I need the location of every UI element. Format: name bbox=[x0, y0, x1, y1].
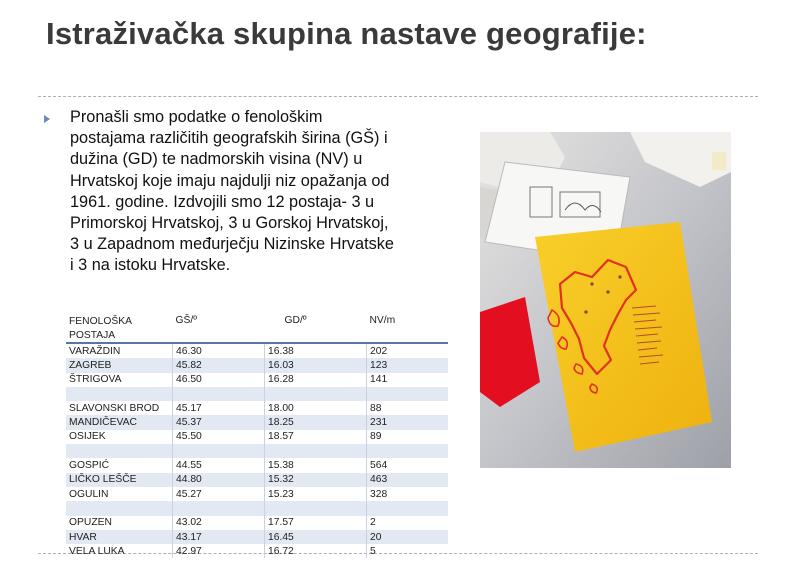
top-divider bbox=[38, 96, 758, 97]
cell-latitude: 44.80 bbox=[173, 473, 265, 487]
cell-longitude: 16.28 bbox=[265, 373, 367, 387]
header-longitude: GD/º bbox=[284, 315, 307, 326]
cell-station: VARAŽDIN bbox=[66, 343, 173, 358]
slide-title: Istraživačka skupina nastave geografije: bbox=[46, 16, 647, 51]
cell-longitude: 16.38 bbox=[265, 343, 367, 358]
cell-altitude: 2 bbox=[367, 516, 449, 530]
cell-altitude: 463 bbox=[367, 473, 449, 487]
cell-altitude: 141 bbox=[367, 373, 449, 387]
cell-latitude: 45.50 bbox=[173, 430, 265, 444]
table-row bbox=[66, 473, 448, 487]
table-row bbox=[66, 430, 448, 444]
cell-longitude: 16.03 bbox=[265, 358, 367, 372]
cell-longitude: 17.57 bbox=[265, 516, 367, 530]
table-spacer-row bbox=[66, 387, 448, 401]
cell-station: HVAR bbox=[66, 530, 173, 544]
header-latitude: GŠ/º bbox=[175, 315, 197, 326]
table-row bbox=[66, 415, 448, 429]
cell-station: MANDIČEVAC bbox=[66, 415, 173, 429]
cell-longitude: 18.57 bbox=[265, 430, 367, 444]
table-row bbox=[66, 487, 448, 501]
cell-station: OPUZEN bbox=[66, 516, 173, 530]
header-altitude: NV/m bbox=[369, 315, 396, 326]
bullet-text: Pronašli smo podatke o fenološkim postajama različitih geografskih širina (GŠ) i dužina (GD) te nadmorskih visina (NV) u Hrvatskoj koje imaju najdulji niz opažanja od 1961. godine. Izdvojili smo 12 postaja- 3 u Primorskoj Hrvatskoj, 3 u Gorskoj Hrvatskoj, 3 u Zapadnom međurječju Nizinske Hrvatske i 3 na istoku Hrvatske. bbox=[70, 108, 394, 275]
cell-altitude: 5 bbox=[367, 544, 449, 558]
table-row bbox=[66, 530, 448, 544]
cell-station: VELA LUKA bbox=[66, 544, 173, 558]
cell-station: OGULIN bbox=[66, 487, 173, 501]
cell-latitude: 45.37 bbox=[173, 415, 265, 429]
cell-latitude: 45.82 bbox=[173, 358, 265, 372]
table-row bbox=[66, 373, 448, 387]
table-spacer-row bbox=[66, 444, 448, 458]
table-row bbox=[66, 458, 448, 472]
cell-latitude: 44.55 bbox=[173, 458, 265, 472]
cell-longitude: 18.25 bbox=[265, 415, 367, 429]
table-header-row bbox=[66, 315, 448, 343]
table-row bbox=[66, 544, 448, 558]
cell-altitude: 88 bbox=[367, 401, 449, 415]
cell-latitude: 46.30 bbox=[173, 343, 265, 358]
cell-altitude: 89 bbox=[367, 430, 449, 444]
table-row bbox=[66, 401, 448, 415]
cell-altitude: 231 bbox=[367, 415, 449, 429]
cell-latitude: 45.17 bbox=[173, 401, 265, 415]
cell-latitude: 46.50 bbox=[173, 373, 265, 387]
cell-station: OSIJEK bbox=[66, 430, 173, 444]
cell-altitude: 564 bbox=[367, 458, 449, 472]
table-spacer-row bbox=[66, 501, 448, 515]
cell-station: SLAVONSKI BROD bbox=[66, 401, 173, 415]
cell-longitude: 18.00 bbox=[265, 401, 367, 415]
table-row bbox=[66, 343, 448, 358]
table-row bbox=[66, 358, 448, 372]
cell-altitude: 202 bbox=[367, 343, 449, 358]
header-station: FENOLOŠKA POSTAJA bbox=[69, 316, 132, 341]
table-row bbox=[66, 516, 448, 530]
table-body bbox=[66, 343, 448, 558]
cell-station: ŠTRIGOVA bbox=[66, 373, 173, 387]
cell-latitude: 42.97 bbox=[173, 544, 265, 558]
cell-longitude: 15.23 bbox=[265, 487, 367, 501]
cell-station: ZAGREB bbox=[66, 358, 173, 372]
stations-table bbox=[66, 315, 448, 558]
cell-altitude: 328 bbox=[367, 487, 449, 501]
map-photo bbox=[480, 132, 731, 468]
cell-longitude: 16.45 bbox=[265, 530, 367, 544]
cell-latitude: 43.02 bbox=[173, 516, 265, 530]
bullet-arrow-icon bbox=[44, 115, 50, 123]
cell-latitude: 45.27 bbox=[173, 487, 265, 501]
cell-longitude: 15.32 bbox=[265, 473, 367, 487]
cell-altitude: 20 bbox=[367, 530, 449, 544]
cell-latitude: 43.17 bbox=[173, 530, 265, 544]
cell-station: LIČKO LEŠČE bbox=[66, 473, 173, 487]
cell-longitude: 15.38 bbox=[265, 458, 367, 472]
cell-altitude: 123 bbox=[367, 358, 449, 372]
cell-longitude: 16.72 bbox=[265, 544, 367, 558]
cell-station: GOSPIĆ bbox=[66, 458, 173, 472]
